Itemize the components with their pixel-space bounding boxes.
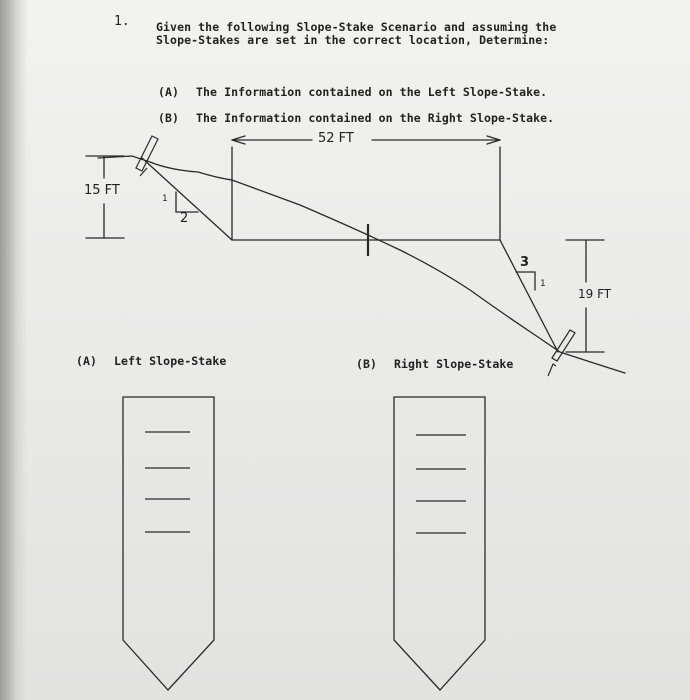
problem-line-2: Slope-Stakes are set in the correct location, Determine: [156,33,550,47]
left-height-label: 15 FT [84,183,120,198]
problem-number: 1. [114,14,130,29]
right-tag-row-line [416,435,466,533]
item-a-text: The Information contained on the Left Slope-Stake. [196,85,548,99]
width-label: 52 FT [318,131,354,146]
left-stake-tag-outline [123,397,214,690]
item-b-text: The Information contained on the Right Slope-Stake. [196,111,555,125]
answer-a-label: (A) [76,354,98,368]
item-a-label: (A) [158,85,180,99]
right-stake-tag-outline [394,397,485,690]
item-b-label: (B) [158,111,180,125]
left-slope-stake-icon [136,136,158,171]
answer-b-title: Right Slope-Stake [394,357,514,371]
problem-line-1: Given the following Slope-Stake Scenario and assuming the [156,20,557,34]
left-slope-run: 2 [180,211,189,226]
left-tag-row-line [145,432,190,532]
right-slope-run: 3 [520,255,530,270]
left-slope-rise: 1 [162,194,168,204]
right-slope-rise: 1 [540,279,546,289]
right-stake-base-icon [548,364,556,376]
right-height-label: 19 FT [578,287,612,301]
ground-line [98,156,625,373]
answer-a-title: Left Slope-Stake [114,354,227,368]
answer-b-label: (B) [356,357,378,371]
left-slope-triangle [176,192,198,212]
right-slope-triangle [516,272,535,290]
